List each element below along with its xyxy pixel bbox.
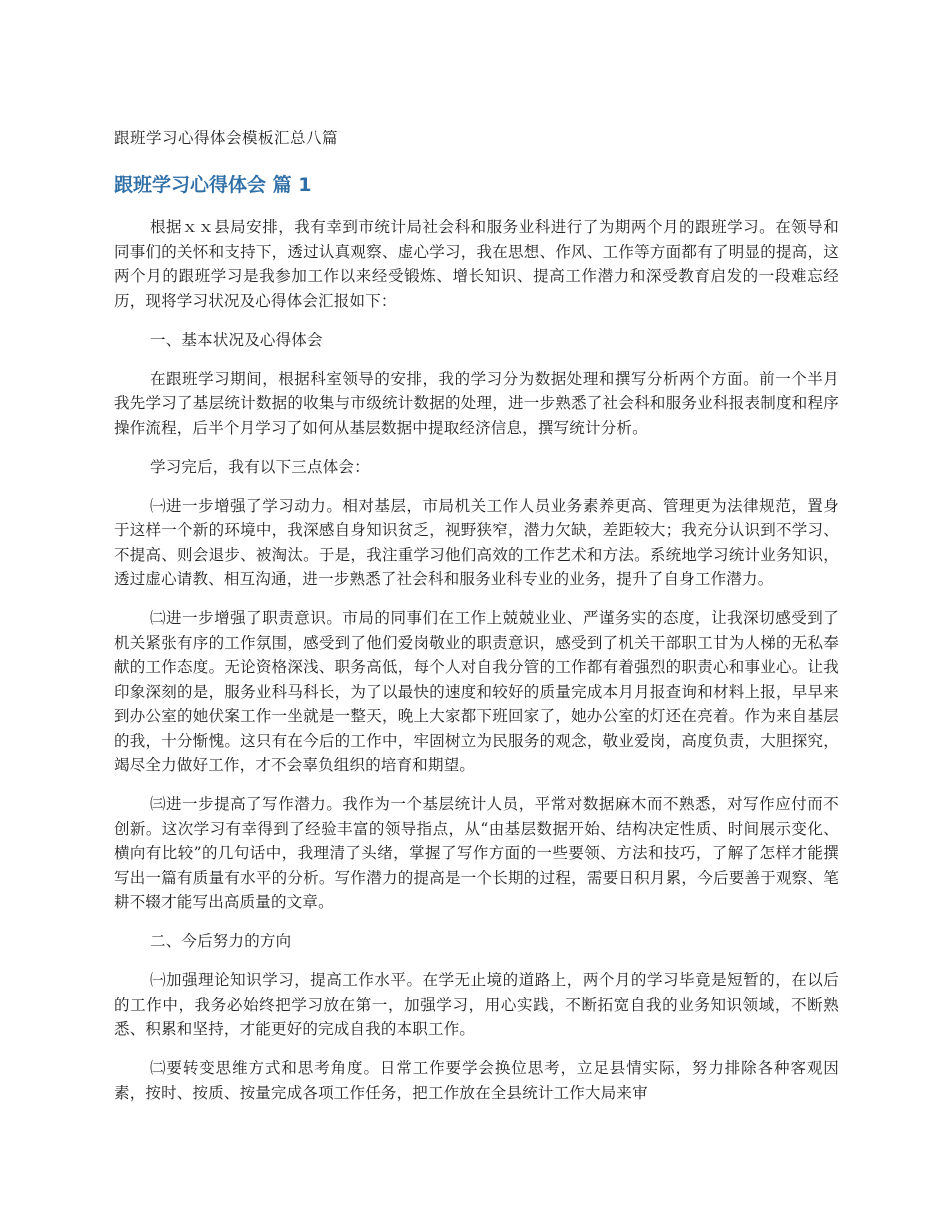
paragraph-point-3: ㈢进一步提高了写作潜力。我作为一个基层统计人员，平常对数据麻木而不熟悉，对写作应付而不创新。这次学习有幸得到了经验丰富的领导指点，从“由基层数据开始、结构决定性质、时间展示变化、横向有比较”的几句话中，我理清了头绪，掌握了写作方面的一些要领、方法和技巧，了解了怎样才能撰写出一篇有质量有水平的分析。写作潜力的提高是一个长期的过程，需要日积月累，今后要善于观察、笔耕不辍才能写出高质量的文章。: [114, 795, 839, 911]
paragraph-point-1: ㈠进一步增强了学习动力。相对基层，市局机关工作人员业务素养更高、管理更为法律规范，置身于这样一个新的环境中，我深感自身知识贫乏，视野狭窄，潜力欠缺，差距较大；我充分认识到不学习、不提高、则会退步、被淘汰。于是，我注重学习他们高效的工作艺术和方法。系统地学习统计业务知识，透过虚心请教、相互沟通，进一步熟悉了社会科和服务业科专业的业务，提升了自身工作潜力。: [114, 496, 839, 588]
paragraph-three-points: 学习完后，我有以下三点体会：: [150, 457, 370, 476]
document-title: 跟班学习心得体会模板汇总八篇: [114, 129, 339, 147]
section-heading: 跟班学习心得体会 篇 1: [114, 174, 312, 196]
paragraph-study-period: 在跟班学习期间，根据科室领导的安排，我的学习分为数据处理和撰写分析两个方面。前一个半月我先学习了基层统计数据的收集与市级统计数据的处理，进一步熟悉了社会科和服务业科报表制度和程序操作流程，后半个月学习了如何从基层数据中提取经济信息，撰写统计分析。: [114, 369, 839, 437]
paragraph-direction-2: ㈡要转变思维方式和思考角度。日常工作要学会换位思考，立足县情实际，努力排除各种客观因素，按时、按质、按量完成各项工作任务，把工作放在全县统计工作大局来审: [114, 1059, 839, 1102]
paragraph-direction-1: ㈠加强理论知识学习，提高工作水平。在学无止境的道路上，两个月的学习毕竟是短暂的，在以后的工作中，我务必始终把学习放在第一，加强学习，用心实践，不断拓宽自我的业务知识领域，不断熟悉、积累和坚持，才能更好的完成自我的本职工作。: [114, 971, 839, 1038]
document-page: [114, 118, 839, 1120]
paragraph-intro: 根据ｘｘ县局安排，我有幸到市统计局社会科和服务业科进行了为期两个月的跟班学习。在领导和同事们的关怀和支持下，透过认真观察、虚心学习，我在思想、作风、工作等方面都有了明显的提高，这两个月的跟班学习是我参加工作以来经受锻炼、增长知识、提高工作潜力和深受教育启发的一段难忘经历，现将学习状况及心得体会汇报如下：: [114, 218, 839, 310]
paragraph-point-2: ㈡进一步增强了职责意识。市局的同事们在工作上兢兢业业、严谨务实的态度，让我深切感受到了机关紧张有序的工作氛围，感受到了他们爱岗敬业的职责意识，感受到了机关干部职工甘为人梯的无私奉献的工作态度。无论资格深浅、职务高低，每个人对自我分管的工作都有着强烈的职责心和事业心。让我印象深刻的是，服务业科马科长，为了以最快的速度和较好的质量完成本月月报查询和材料上报，早早来到办公室的她伏案工作一坐就是一整天，晚上大家都下班回家了，她办公室的灯还在亮着。作为来自基层的我，十分惭愧。这只有在今后的工作中，牢固树立为民服务的观念，敬业爱岗，高度负责，大胆探究，竭尽全力做好工作，才不会辜负组织的培育和期望。: [114, 609, 839, 774]
paragraph-heading-basic: 一、基本状况及心得体会: [150, 330, 323, 349]
paragraph-heading-direction: 二、今后努力的方向: [150, 932, 292, 950]
